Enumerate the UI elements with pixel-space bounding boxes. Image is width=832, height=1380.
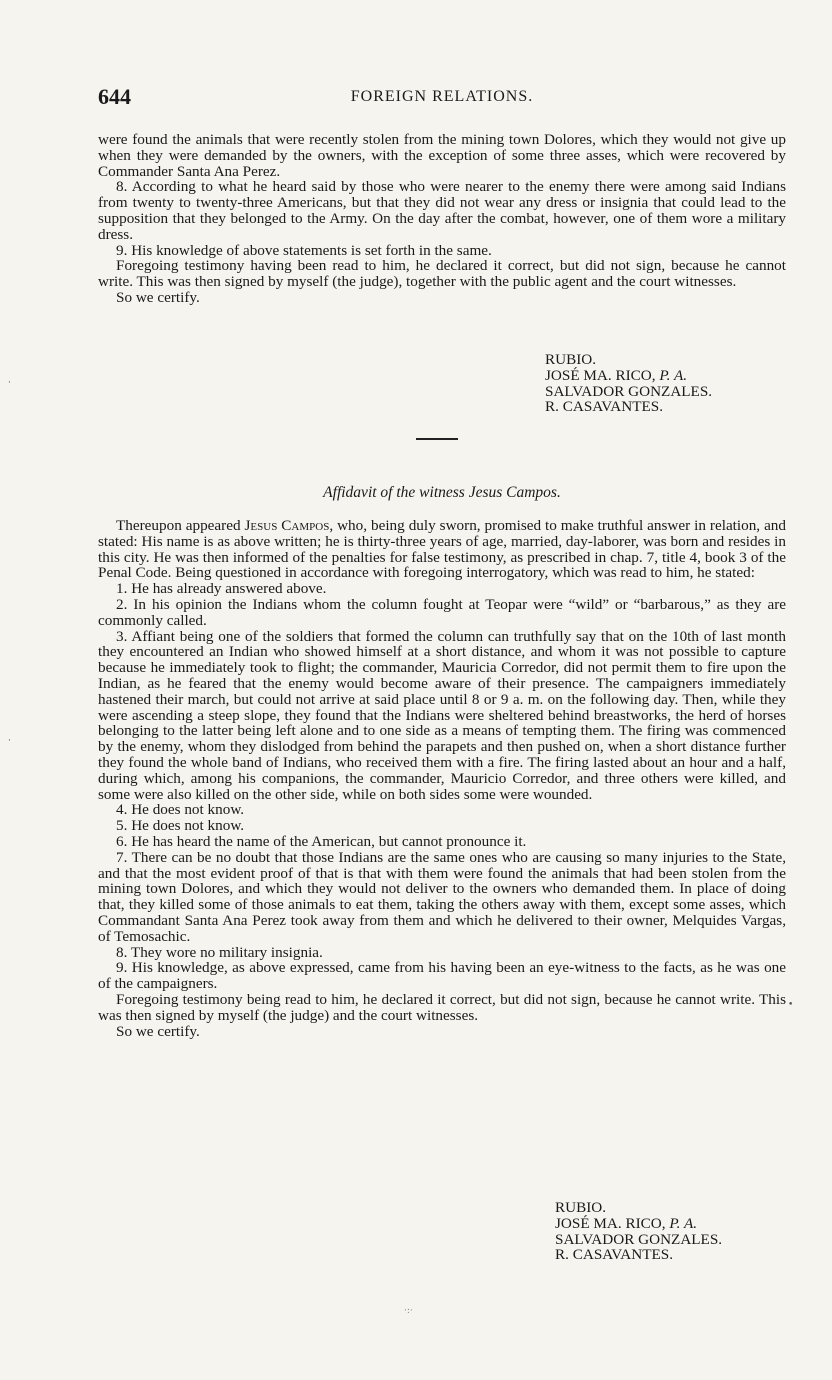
paragraph: 9. His knowledge of above statements is set forth in the same. bbox=[116, 241, 492, 259]
scan-speck: • bbox=[788, 1000, 794, 1010]
paragraph: 2. In his opinion the Indians whom the column fought at Teopar were “wild” or “barbarous,” as they are commonly called. bbox=[98, 595, 786, 629]
signature-block-2 bbox=[555, 1200, 722, 1263]
signature-line: R. CASAVANTES. bbox=[555, 1246, 674, 1264]
signature-line: R. CASAVANTES. bbox=[545, 398, 664, 416]
paragraph: 9. His knowledge, as above expressed, came from his having been an eye-witness to the facts, as he was one of the campaigners. bbox=[98, 959, 786, 993]
paragraph: 3. Affiant being one of the soldiers that formed the column can truthfully say that on the 10th of last month they encountered an Indian who showed himself at a short distance, and whom it was not possible to capture because he immediately took to flight; the commander, Mauricia Corredor, did not permit them to fire upon the Indian, as he feared that the enemy would become aware of their presence. The campaigners immediately hastened their march, but could not arrive at said place until 8 or 9 a. m. on the following day. Then, while they were ascending a steep slope, they found that the Indians were sheltered behind breastworks, the herd of horses belonging to the latter being left alone and to one side as a means of tempting them. The firing was commenced by the enemy, whom they dislodged from behind the parapets and then pushed on, when a short distance further they found the whole band of Indians, who received them with a fire. The firing lasted about an hour and a half, during which, among his companions, the commander, Mauricio Corredor, and three others were killed, and some were also killed on the other side, while on both sides some were wounded. bbox=[98, 627, 786, 803]
paragraph: Thereupon appeared Jesus Campos, who, being duly sworn, promised to make truthful answer in relation, and stated: His name is as above written; he is thirty-three years of age, married, day-laborer, was born and resides in this city. He was then informed of the penalties for false testimony, as prescribed in chap. 7, title 4, book 3 of the Penal Code. Being questioned in accordance with foregoing interrogatory, which was read to him, he stated: bbox=[98, 517, 786, 582]
signature-line: JOSÉ MA. RICO, P. A. bbox=[545, 366, 688, 384]
paragraph: 1. He has already answered above. bbox=[116, 580, 327, 598]
page-number: 644 bbox=[98, 84, 131, 109]
signature-block-1 bbox=[545, 352, 712, 415]
paragraph: Foregoing testimony having been read to him, he declared it correct, but did not sign, because he cannot write. This was then signed by myself (the judge), together with the public agent and the court witnesses. bbox=[98, 257, 786, 291]
running-head: FOREIGN RELATIONS. bbox=[350, 88, 534, 105]
scan-speck: · bbox=[8, 736, 11, 746]
scan-speck: · bbox=[8, 378, 11, 388]
section-1-text bbox=[98, 132, 786, 306]
paragraph: were found the animals that were recently stolen from the mining town Dolores, which they would not give up when they were demanded by the owners, with the exception of some three asses, which were recovered by Commander Santa Ana Perez. bbox=[98, 131, 786, 180]
paragraph: Foregoing testimony being read to him, he declared it correct, but did not sign, because he cannot write. This was then signed by myself (the judge) and the court witnesses. bbox=[98, 990, 786, 1024]
paragraph: 4. He does not know. bbox=[116, 801, 245, 819]
signature-line: SALVADOR GONZALES. bbox=[545, 382, 713, 400]
paragraph: 7. There can be no doubt that those Indians are the same ones who are causing so many injuries to the State, and that the most evident proof of that is that with them were found the animals that had been stolen from the mining town Dolores, and which they would not deliver to the owners who demanded them. In place of doing that, they killed some of those animals to eat them, taking the others away with them, except some asses, which Commandant Santa Ana Perez took away from them and which he delivered to their owner, Melquides Vargas, of Temosachic. bbox=[98, 848, 786, 945]
section-caption: Affidavit of the witness Jesus Campos. bbox=[323, 484, 561, 501]
paragraph: 6. He has heard the name of the American, but cannot pronounce it. bbox=[116, 832, 527, 850]
signature-line: JOSÉ MA. RICO, P. A. bbox=[555, 1214, 698, 1232]
signature-line: RUBIO. bbox=[545, 351, 597, 368]
paragraph: So we certify. bbox=[116, 288, 200, 306]
page-header bbox=[98, 84, 786, 112]
section-divider bbox=[416, 438, 458, 440]
paragraph: So we certify. bbox=[116, 1022, 200, 1040]
paragraph: 5. He does not know. bbox=[116, 817, 245, 835]
paragraph: 8. According to what he heard said by those who were nearer to the enemy there were among said Indians from twenty to twenty-three Americans, but that they did not wear any dress or insignia that could lead to the supposition that they belonged to the Army. On the day after the combat, however, one of them wore a military dress. bbox=[98, 178, 786, 243]
section-2-text bbox=[98, 518, 786, 1039]
signature-line: RUBIO. bbox=[555, 1199, 607, 1216]
scan-speck: ·:· bbox=[404, 1306, 413, 1316]
paragraph: 8. They wore no military insignia. bbox=[116, 943, 323, 961]
signature-line: SALVADOR GONZALES. bbox=[555, 1230, 723, 1248]
